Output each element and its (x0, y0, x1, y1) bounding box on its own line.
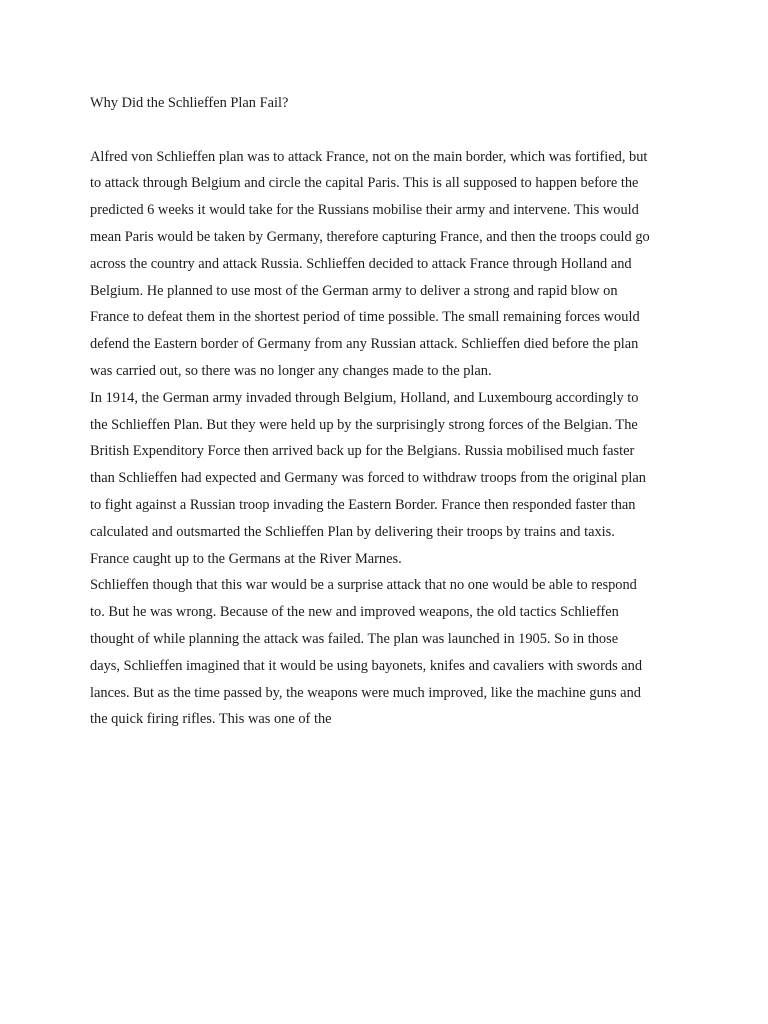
text-line: to fight against a Russian troop invading the Eastern Border. France then responded faster than (90, 496, 636, 513)
text-line: British Expenditory Force then arrived back up for the Belgians. Russia mobilised much faster (90, 443, 635, 460)
text-line: was carried out, so there was no longer any changes made to the plan. (90, 362, 492, 379)
text-line: to attack through Belgium and circle the capital Paris. This is all supposed to happen before the (90, 175, 639, 192)
text-line: than Schlieffen had expected and Germany was forced to withdraw troops from the original plan (90, 470, 646, 487)
paragraph-1 (90, 144, 690, 385)
text-line: lances. But as the time passed by, the weapons were much improved, like the machine guns and (90, 684, 641, 701)
paragraph-3 (90, 572, 690, 733)
paragraph-2 (90, 385, 690, 573)
text-line: predicted 6 weeks it would take for the Russians mobilise their army and intervene. This would (90, 202, 639, 219)
text-line: the quick firing rifles. This was one of the (90, 711, 332, 728)
document-title: Why Did the Schlieffen Plan Fail? (90, 95, 289, 111)
text-line: thought of while planning the attack was failed. The plan was launched in 1905. So in those (90, 630, 619, 647)
text-line: days, Schlieffen imagined that it would be using bayonets, knifes and cavaliers with swords and (90, 657, 643, 674)
text-line: defend the Eastern border of Germany from any Russian attack. Schlieffen died before the plan (90, 336, 639, 353)
text-line: Belgium. He planned to use most of the German army to deliver a strong and rapid blow on (90, 282, 618, 299)
text-line: across the country and attack Russia. Schlieffen decided to attack France through Holland and (90, 255, 632, 272)
text-line: In 1914, the German army invaded through Belgium, Holland, and Luxembourg accordingly to (90, 389, 639, 406)
text-line: France caught up to the Germans at the River Marnes. (90, 550, 402, 567)
title-spacer (90, 117, 690, 144)
text-line: the Schlieffen Plan. But they were held up by the surprisingly strong forces of the Belgian. The (90, 416, 638, 433)
text-line: to. But he was wrong. Because of the new and improved weapons, the old tactics Schlieffen (90, 604, 619, 621)
text-line: calculated and outsmarted the Schlieffen Plan by delivering their troops by trains and taxis. (90, 523, 615, 540)
text-line: Schlieffen though that this war would be a surprise attack that no one would be able to respond (90, 577, 637, 594)
text-line: France to defeat them in the shortest period of time possible. The small remaining forces would (90, 309, 640, 326)
text-line: Alfred von Schlieffen plan was to attack France, not on the main border, which was fortified, but (90, 148, 648, 165)
document-body (90, 90, 690, 733)
text-line: mean Paris would be taken by Germany, therefore capturing France, and then the troops could go (90, 228, 650, 245)
